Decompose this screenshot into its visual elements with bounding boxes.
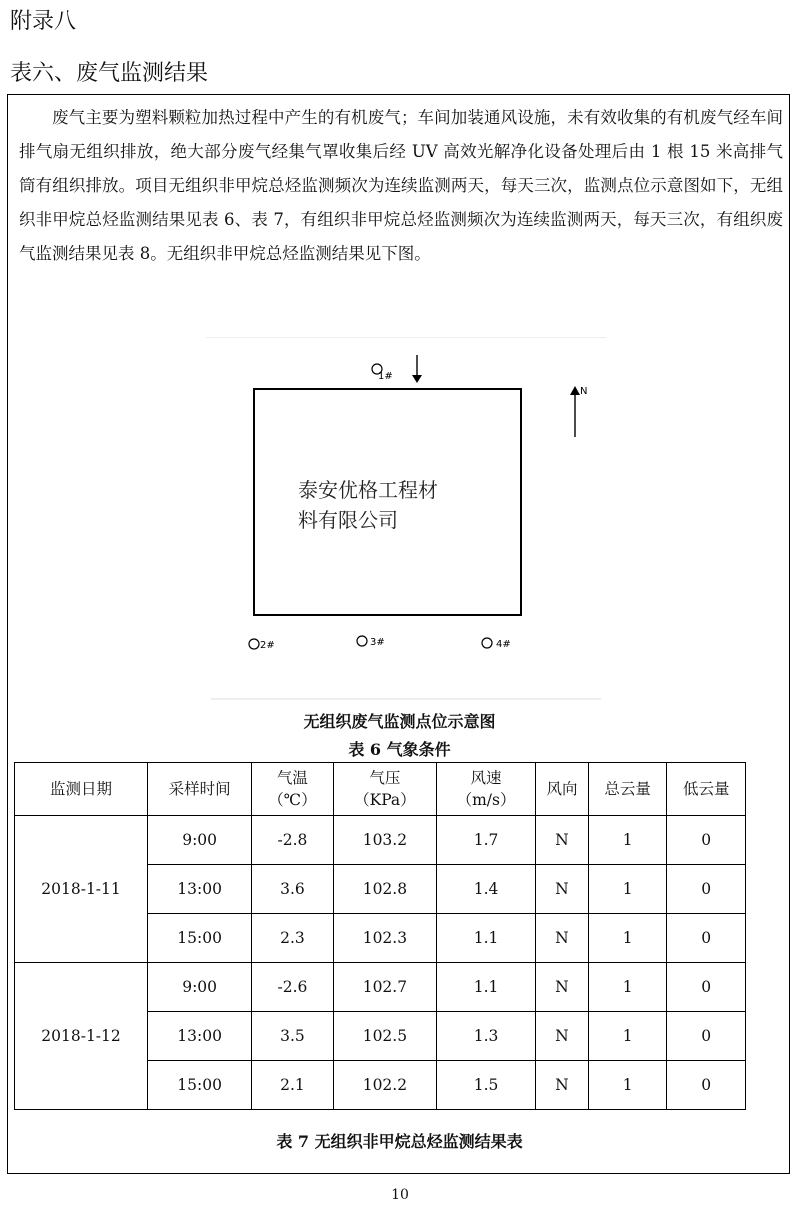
col-temp: 气温 （℃）	[252, 763, 334, 816]
table-cell: 102.5	[333, 1012, 436, 1061]
monitoring-point-1	[372, 364, 393, 382]
section-title: 表六、废气监测结果	[10, 61, 209, 86]
table-cell: 2.1	[252, 1061, 334, 1110]
table-row	[15, 963, 746, 1012]
wind-arrow-icon	[412, 355, 422, 383]
table-cell: 13:00	[148, 865, 252, 914]
table-cell: -2.8	[252, 816, 334, 865]
date-cell: 2018-1-12	[15, 963, 148, 1110]
table-cell: 102.8	[333, 865, 436, 914]
plant-boundary	[254, 389, 521, 615]
table-cell: N	[536, 1012, 589, 1061]
svg-text:4#: 4#	[496, 639, 511, 650]
table-cell: 0	[667, 963, 746, 1012]
table-cell: N	[536, 914, 589, 963]
table-cell: 1.1	[437, 963, 536, 1012]
table-cell: 15:00	[148, 1061, 252, 1110]
table-cell: 3.5	[252, 1012, 334, 1061]
table-cell: 103.2	[333, 816, 436, 865]
col-date: 监测日期	[15, 763, 148, 816]
monitoring-point-diagram	[206, 337, 606, 702]
table-cell: 13:00	[148, 1012, 252, 1061]
col-pressure: 气压 （KPa）	[333, 763, 436, 816]
svg-text:2#: 2#	[260, 640, 275, 651]
intro-paragraph: 废气主要为塑料颗粒加热过程中产生的有机废气；车间加装通风设施，未有效收集的有机废气经车间排气扇无组织排放，绝大部分废气经集气罩收集后经 UV 高效光解净化设备处理后由 1 根 15 米高排气筒有组织排放。项目无组织非甲烷总烃监测频次为连续监测两天，每天三次，监测点位示意图如下，无组织非甲烷总烃监测结果见表 6、表 7，有组织非甲烷总烃监测频次为连续监测两天，每天三次，有组织废气监测结果见表 8。无组织非甲烷总烃监测结果见下图。	[19, 108, 783, 263]
table-cell: 2.3	[252, 914, 334, 963]
table-cell: 1	[588, 865, 667, 914]
table-header-row	[15, 763, 746, 816]
col-total-cloud: 总云量	[588, 763, 667, 816]
date-cell: 2018-1-11	[15, 816, 148, 963]
table-cell: 102.2	[333, 1061, 436, 1110]
table-cell: 1.5	[437, 1061, 536, 1110]
table-cell: 1.1	[437, 914, 536, 963]
north-label: N	[580, 386, 588, 397]
table-cell: 102.3	[333, 914, 436, 963]
svg-text:1#: 1#	[378, 371, 393, 382]
monitoring-point-2	[249, 639, 275, 651]
col-time: 采样时间	[148, 763, 252, 816]
table-cell: 15:00	[148, 914, 252, 963]
table-cell: -2.6	[252, 963, 334, 1012]
table-cell: 1.7	[437, 816, 536, 865]
monitoring-point-3	[357, 636, 385, 648]
table-cell: 0	[667, 914, 746, 963]
page-number: 10	[391, 1187, 409, 1203]
svg-text:3#: 3#	[370, 637, 385, 648]
table-row	[15, 816, 746, 865]
table-cell: N	[536, 816, 589, 865]
table-cell: N	[536, 963, 589, 1012]
table-cell: 1	[588, 1012, 667, 1061]
col-wind-direction: 风向	[536, 763, 589, 816]
appendix-heading: 附录八	[10, 9, 77, 34]
table-cell: 1	[588, 1061, 667, 1110]
col-wind-speed: 风速 （m/s）	[437, 763, 536, 816]
table-cell: 0	[667, 1061, 746, 1110]
diagram-caption: 无组织废气监测点位示意图	[303, 712, 496, 731]
table-cell: 1.3	[437, 1012, 536, 1061]
weather-table	[14, 762, 746, 1110]
monitoring-point-4	[482, 638, 511, 650]
table-cell: 1	[588, 914, 667, 963]
north-arrow-icon	[570, 386, 587, 437]
table-cell: 0	[667, 816, 746, 865]
company-name-line1: 泰安优格工程材	[298, 478, 438, 502]
table-cell: 0	[667, 865, 746, 914]
company-name-line2: 料有限公司	[298, 508, 398, 532]
content-frame	[7, 94, 790, 1174]
table-cell: 3.6	[252, 865, 334, 914]
table-cell: 1	[588, 816, 667, 865]
table-cell: 9:00	[148, 816, 252, 865]
table7-caption: 表 7 无组织非甲烷总烃监测结果表	[276, 1132, 523, 1151]
table6-caption: 表 6 气象条件	[348, 740, 451, 759]
table-cell: 9:00	[148, 963, 252, 1012]
table-cell: 0	[667, 1012, 746, 1061]
col-low-cloud: 低云量	[667, 763, 746, 816]
table-cell: N	[536, 865, 589, 914]
table-cell: 1.4	[437, 865, 536, 914]
table-cell: 1	[588, 963, 667, 1012]
table-cell: N	[536, 1061, 589, 1110]
table-cell: 102.7	[333, 963, 436, 1012]
